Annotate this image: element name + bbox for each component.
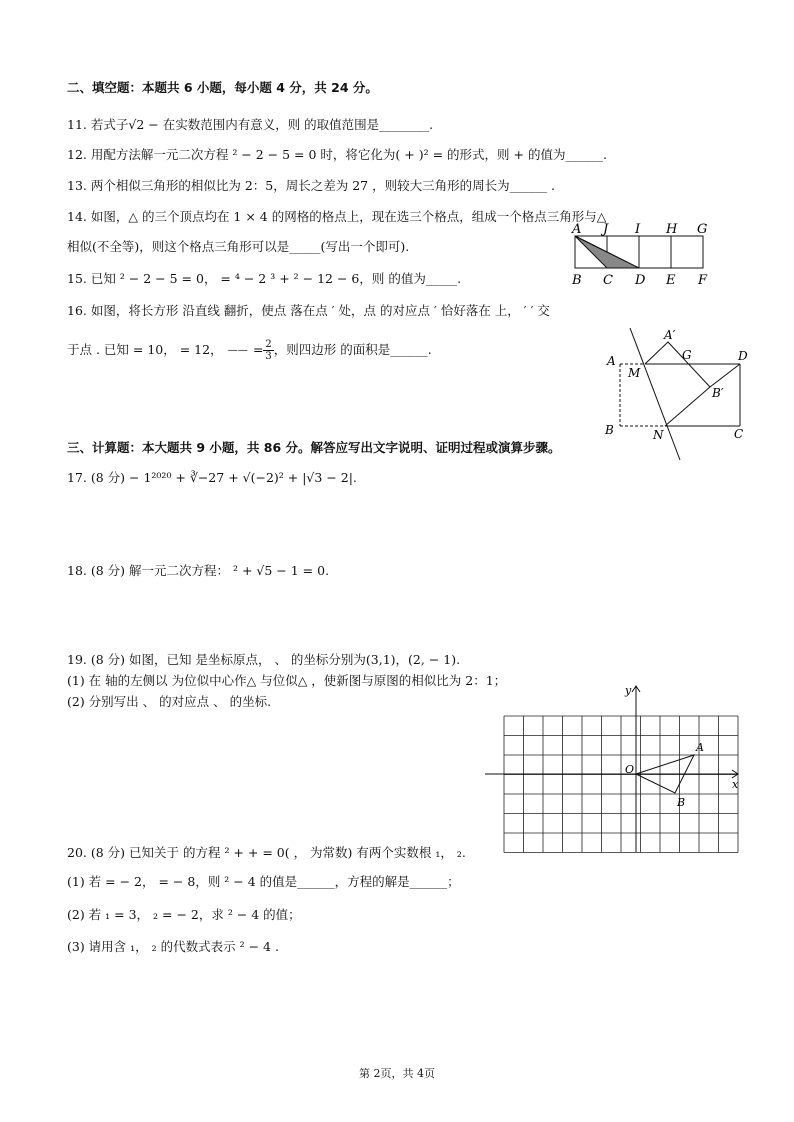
question-14-line1: 14. 如图，△ 的三个顶点均在 1 × 4 的网格的格点上，现在选三个格点，组成一个格点三角形与△ [67, 209, 607, 224]
label-J: J [603, 222, 609, 237]
question-11: 11. 若式子√2 − 在实数范围内有意义，则 的取值范围是________. [67, 117, 434, 132]
label-E: E [666, 273, 676, 288]
question-20-part2: (2) 若 ₁ = 3， ₂ = − 2，求 ² − 4 的值； [67, 907, 301, 922]
question-20-part1: (1) 若 = − 2， = − 8，则 ² − 4 的值是______，方程的解是______； [67, 874, 460, 889]
section2-heading: 二、填空题：本题共 6 小题，每小题 4 分，共 24 分。 [67, 80, 378, 95]
label-B-prime: B′ [712, 386, 724, 400]
point-A-label: A [696, 741, 704, 754]
question-15: 15. 已知 ² − 2 − 5 = 0， = ⁴ − 2 ³ + ² − 12 − 6，则 的值为_____. [67, 271, 462, 286]
label-A: A [572, 222, 582, 237]
figure-14-grid [565, 222, 725, 292]
label-G: G [697, 222, 708, 237]
question-19-part1: (1) 在 轴的左侧以 为位似中心作△ 与位似△ ，使新图与原图的相似比为 2：1； [67, 673, 507, 688]
label-C: C [603, 273, 613, 288]
question-19-part2: (2) 分别写出 、 的对应点 、 的坐标. [67, 694, 272, 709]
figure-16-fold [600, 322, 760, 464]
page-footer: 第 2页，共 4页 [359, 1067, 435, 1080]
label-F: F [698, 273, 708, 288]
frac-numerator: 2 [265, 339, 272, 350]
question-18: 18. (8 分) 解一元二次方程： ² + √5 − 1 = 0. [67, 563, 330, 578]
label-G: G [682, 348, 692, 362]
section3-heading: 三、计算题：本大题共 9 小题，共 86 分。解答应写出文字说明、证明过程或演算步骤。 [67, 440, 561, 455]
label-B: B [572, 273, 582, 288]
question-19-stem: 19. (8 分) 如图，已知 是坐标原点， 、 的坐标分别为(3,1)，(2, − 1). [67, 652, 461, 667]
question-12: 12. 用配方法解一元二次方程 ² − 2 − 5 = 0 时，将它化为( + )² = 的形式，则 + 的值为______. [67, 147, 607, 162]
label-I: I [635, 222, 641, 237]
label-H: H [666, 222, 678, 237]
label-D: D [635, 273, 646, 288]
origin-label: O [625, 763, 635, 776]
axis-y-label: y [625, 684, 632, 697]
question-20-stem: 20. (8 分) 已知关于 的方程 ² + + = 0( ， 为常数) 有两个实数根 ₁， ₂. [67, 845, 466, 860]
label-N: N [653, 428, 664, 442]
question-17: 17. (8 分) − 1²⁰²⁰ + ∛−27 + √(−2)² + |√3 − 2|. [67, 470, 357, 485]
label-A-prime: A′ [664, 328, 676, 342]
frac-denominator: 3 [265, 351, 272, 362]
axis-x-label: x [732, 778, 739, 791]
question-13: 13. 两个相似三角形的相似比为 2：5，周长之差为 27 ，则较大三角形的周长为______ . [67, 178, 556, 193]
question-20-part3: (3) 请用含 ₁， ₂ 的代数式表示 ² − 4 . [67, 939, 279, 954]
question-14-line2: 相似(不全等)，则这个格点三角形可以是_____(写出一个即可). [67, 239, 410, 254]
label-C: C [734, 427, 744, 441]
label-M: M [628, 366, 641, 380]
question-16-line1: 16. 如图，将长方形 沿直线 翻折，使点 落在点 ′ 处，点 的对应点 ′ 恰好落在 上， ′ ′ 交 [67, 303, 550, 318]
label-B: B [605, 423, 614, 437]
label-D: D [738, 349, 748, 363]
point-B-label: B [677, 796, 686, 809]
figure-19-coordinate-grid [480, 680, 745, 855]
question-16-line2: 于点 . 已知 = 10， = 12， —— = $\frac{2}{3}$ ，则四边形 的面积是______. [67, 339, 432, 362]
label-A: A [607, 354, 616, 368]
